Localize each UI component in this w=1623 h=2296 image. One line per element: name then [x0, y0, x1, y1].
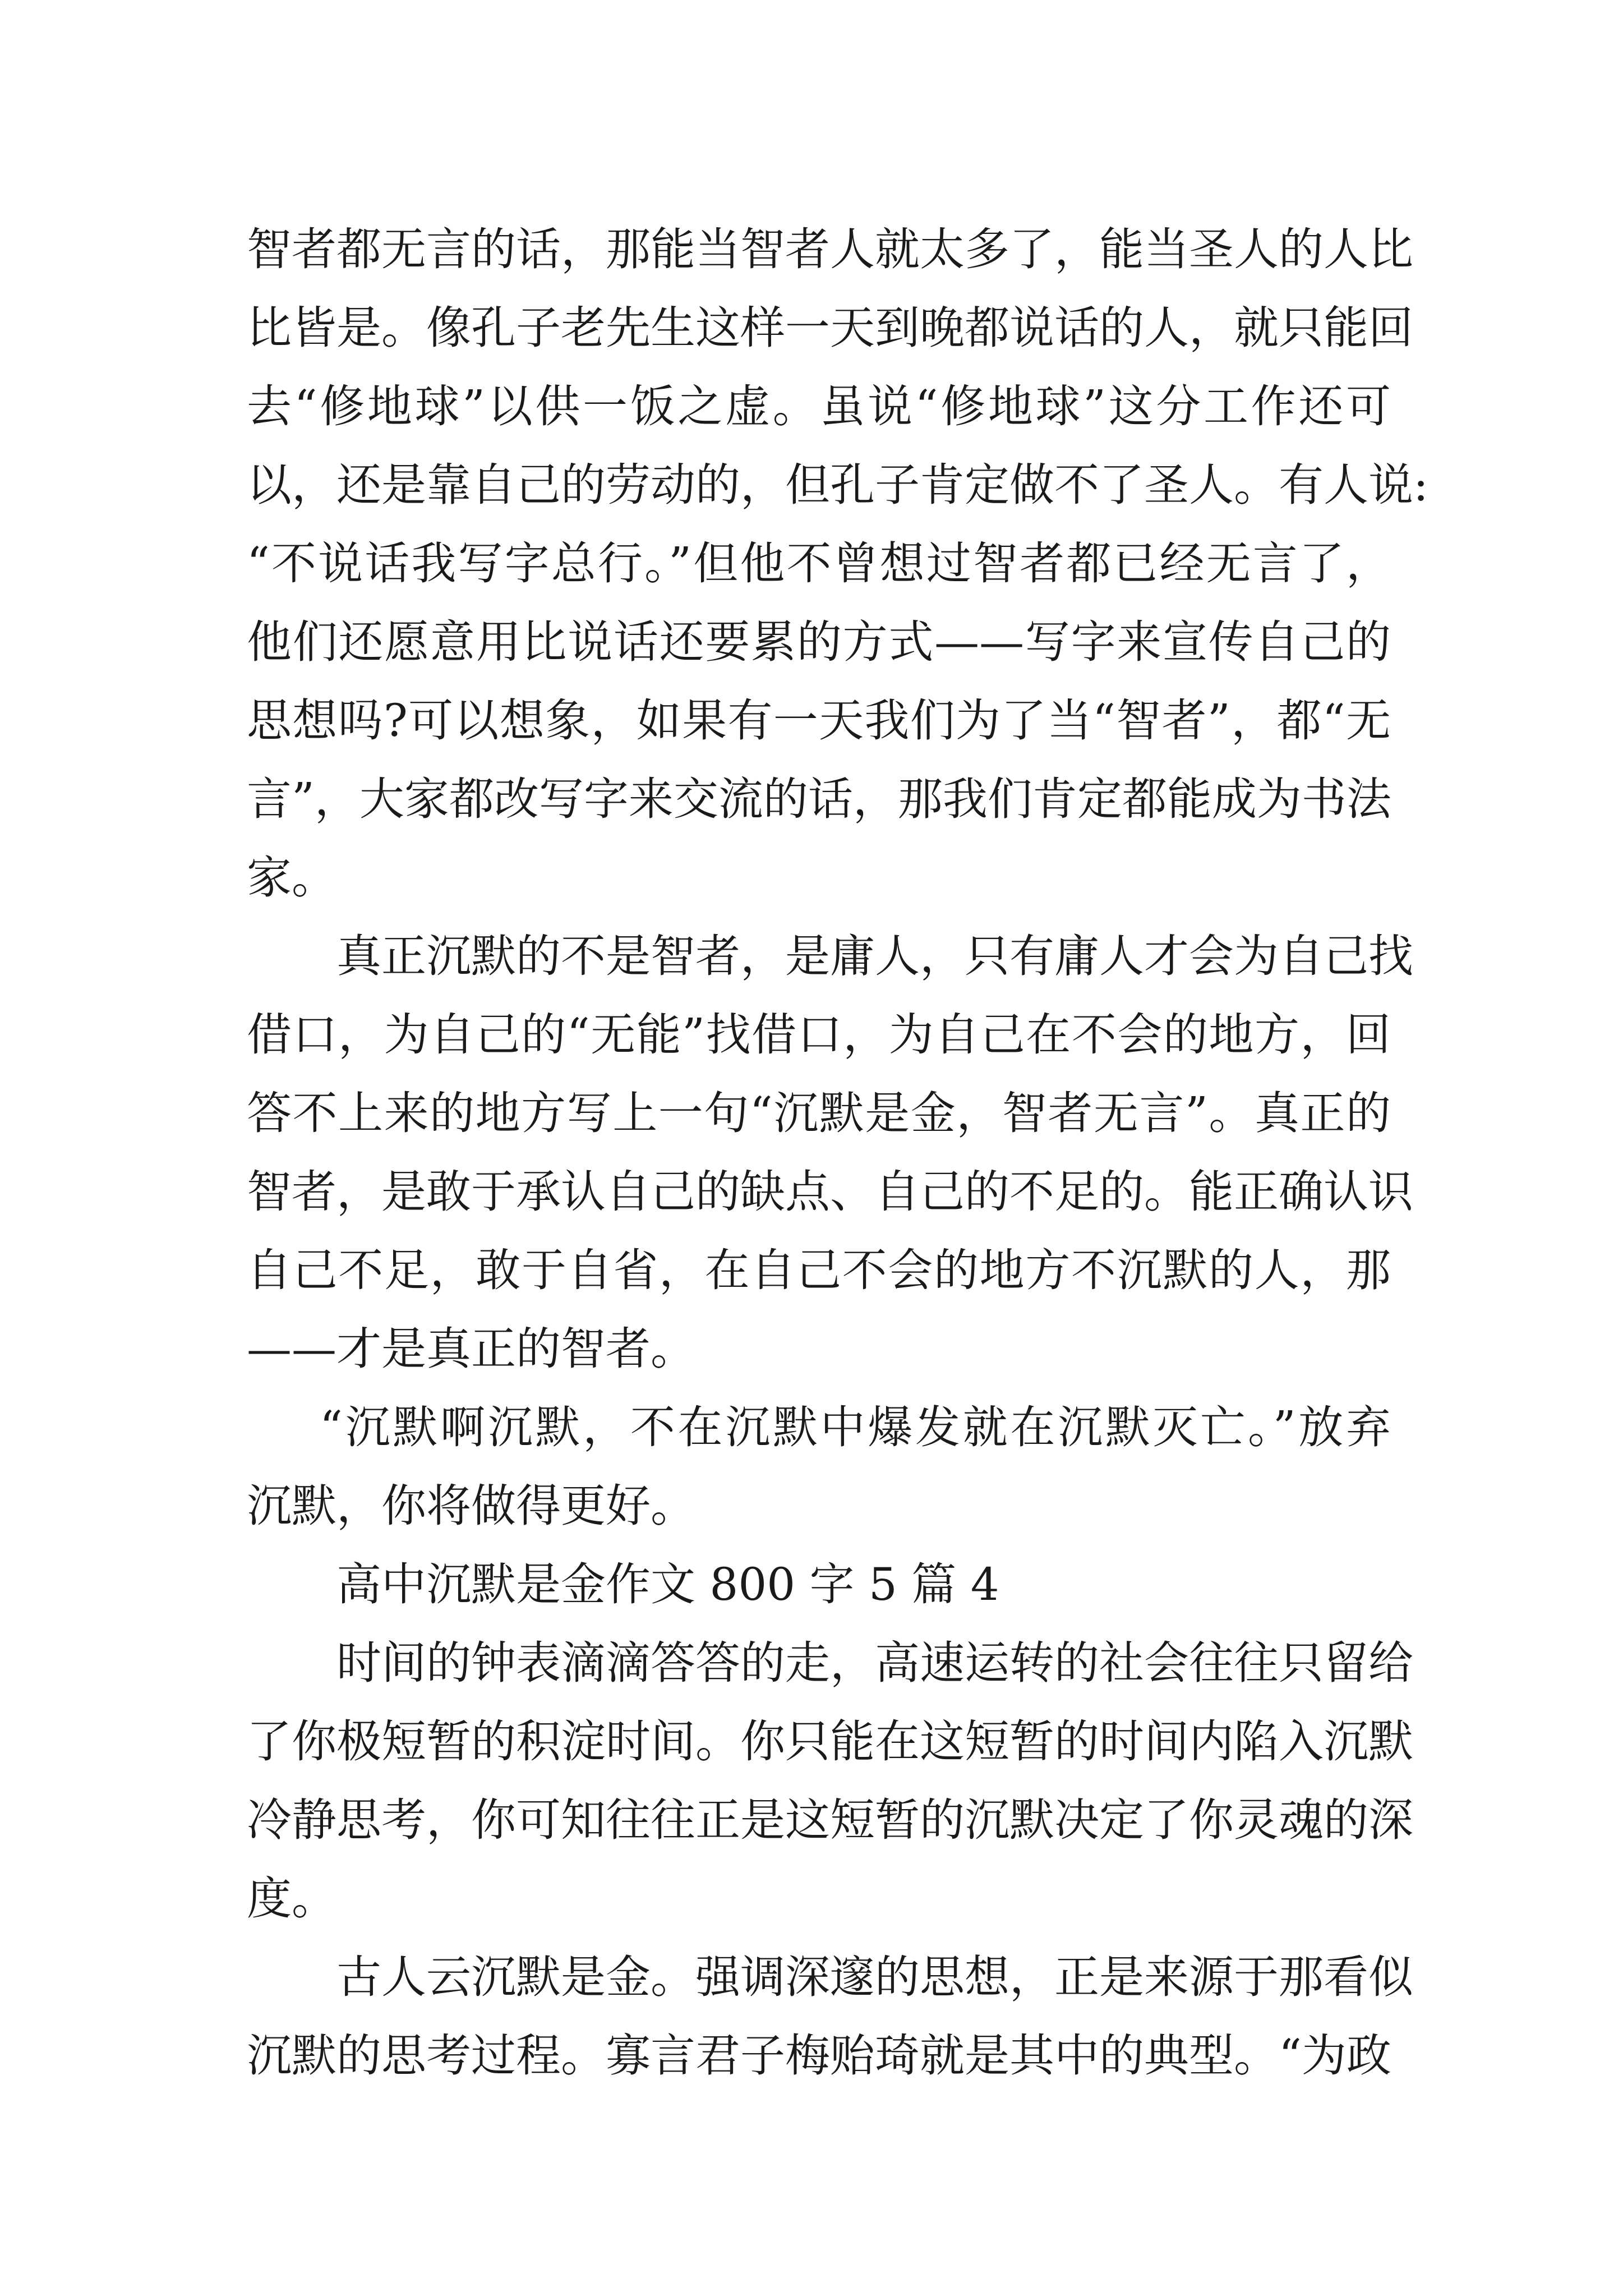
text-line: 真正沉默的不是智者，是庸人，只有庸人才会为自己找: [336, 930, 1413, 982]
text-line: 古人云沉默是金。强调深邃的思想，正是来源于那看似: [336, 1951, 1413, 2003]
text-line: 借口，为自己的“无能”找借口，为自己在不会的地方，回: [247, 1009, 1391, 1061]
text-line: 答不上来的地方写上一句“沉默是金，智者无言”。真正的: [247, 1087, 1391, 1139]
body-text: [247, 210, 1428, 2095]
text-line: 家。: [247, 852, 336, 904]
text-line: 时间的钟表滴滴答答的走，高速运转的社会往往只留给: [336, 1637, 1413, 1689]
text-line: 沉默，你将做得更好。: [247, 1480, 695, 1532]
paragraph: [247, 210, 1428, 917]
text-line: 言”，大家都改写字来交流的话，那我们肯定都能成为书法: [247, 773, 1391, 825]
paragraph: [247, 917, 1413, 1388]
text-line: 比皆是。像孔子老先生这样一天到晚都说话的人，就只能回: [247, 302, 1413, 354]
text-line: “不说话我写字总行。”但他不曾想过智者都已经无言了，: [247, 537, 1391, 590]
paragraph: [247, 1624, 1413, 1938]
text-line: 度。: [247, 1872, 336, 1925]
text-line: “沉默啊沉默，不在沉默中爆发就在沉默灭亡。”放弃: [320, 1401, 1391, 1453]
paragraph: [247, 1938, 1413, 2095]
heading-text: 高中沉默是金作文 800 字 5 篇 4: [336, 1558, 999, 1611]
text-line: 以，还是靠自己的劳动的，但孔子肯定做不了圣人。有人说:: [247, 459, 1428, 511]
text-line: 智者都无言的话，那能当智者人就太多了，能当圣人的人比: [247, 223, 1413, 275]
text-line: 冷静思考，你可知往往正是这短暂的沉默决定了你灵魂的深: [247, 1794, 1413, 1846]
text-line: 他们还愿意用比说话还要累的方式——写字来宣传自己的: [247, 616, 1391, 668]
text-line: 去“修地球”以供一饭之虚。虽说“修地球”这分工作还可: [247, 380, 1391, 432]
text-line: 自己不足，敢于自省，在自己不会的地方不沉默的人，那: [247, 1244, 1391, 1296]
text-line: ——才是真正的智者。: [247, 1323, 695, 1375]
text-line: 智者，是敢于承认自己的缺点、自己的不足的。能正确认识: [247, 1166, 1413, 1218]
text-line: 思想吗?可以想象，如果有一天我们为了当“智者”，都“无: [247, 694, 1391, 747]
paragraph: [247, 1388, 1391, 1545]
text-line: 了你极短暂的积淀时间。你只能在这短暂的时间内陷入沉默: [247, 1715, 1413, 1768]
text-line: 沉默的思考过程。寡言君子梅贻琦就是其中的典型。“为政: [247, 2030, 1391, 2082]
section-heading: [247, 1545, 1391, 1624]
